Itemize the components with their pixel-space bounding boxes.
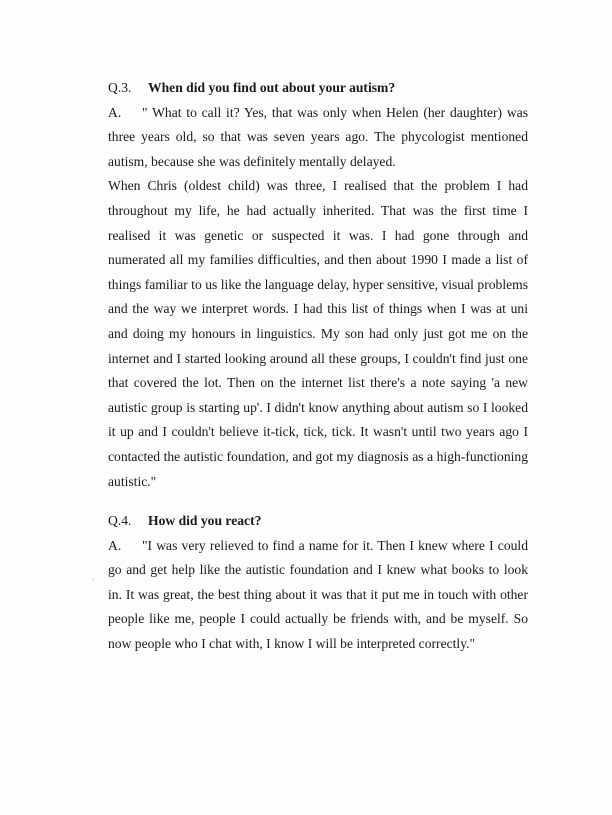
answer-label: A. — [108, 537, 122, 553]
answer-paragraph — [108, 101, 528, 175]
section-q3 — [108, 76, 528, 494]
question-number: Q.3. — [108, 80, 132, 95]
answer-paragraph — [108, 534, 528, 657]
answer-q4 — [108, 534, 528, 657]
scan-speck — [92, 578, 95, 581]
question-q4 — [108, 509, 528, 534]
question-text: How did you react? — [148, 513, 262, 528]
answer-q3 — [108, 101, 528, 495]
question-number: Q.4. — [108, 513, 132, 528]
answer-label: A. — [108, 104, 122, 120]
answer-text: " What to call it? Yes, that was only when Helen (her daughter) was three years old, so that was seven years ago. The phycologist mentioned autism, because she was definitely mentally delayed. — [108, 104, 528, 169]
question-text: When did you find out about your autism? — [148, 80, 396, 95]
answer-text: "I was very relieved to find a name for it. Then I knew where I could go and get help like the autistic foundation and I knew what books to look in. It was great, the best thing about it was that it put me in touch with other people like me, people I could actually be friends with, and be myself. So now people who I chat with, I know I will be interpreted correctly." — [108, 537, 528, 651]
answer-paragraph: When Chris (oldest child) was three, I realised that the problem I had throughout my life, he had actually inherited. That was the first time I realised it was genetic or suspected it was. I had gone through and numerated all my families difficulties, and then about 1990 I made a list of things familiar to us like the language delay, hyper sensitive, visual problems and the way we interpret words. I had this list of things when I was at uni and doing my honours in linguistics. My son had only just got me on the internet and I started looking around all these groups, I couldn't find just one that covered the lot. Then on the internet list there's a note saying 'a new autistic group is starting up'. I didn't know anything about autism so I looked it up and I couldn't believe it-tick, tick, tick. It wasn't until two years ago I contacted the autistic foundation, and got my diagnosis as a high-functioning autistic." — [108, 178, 528, 489]
section-q4 — [108, 509, 528, 657]
question-q3 — [108, 76, 528, 101]
